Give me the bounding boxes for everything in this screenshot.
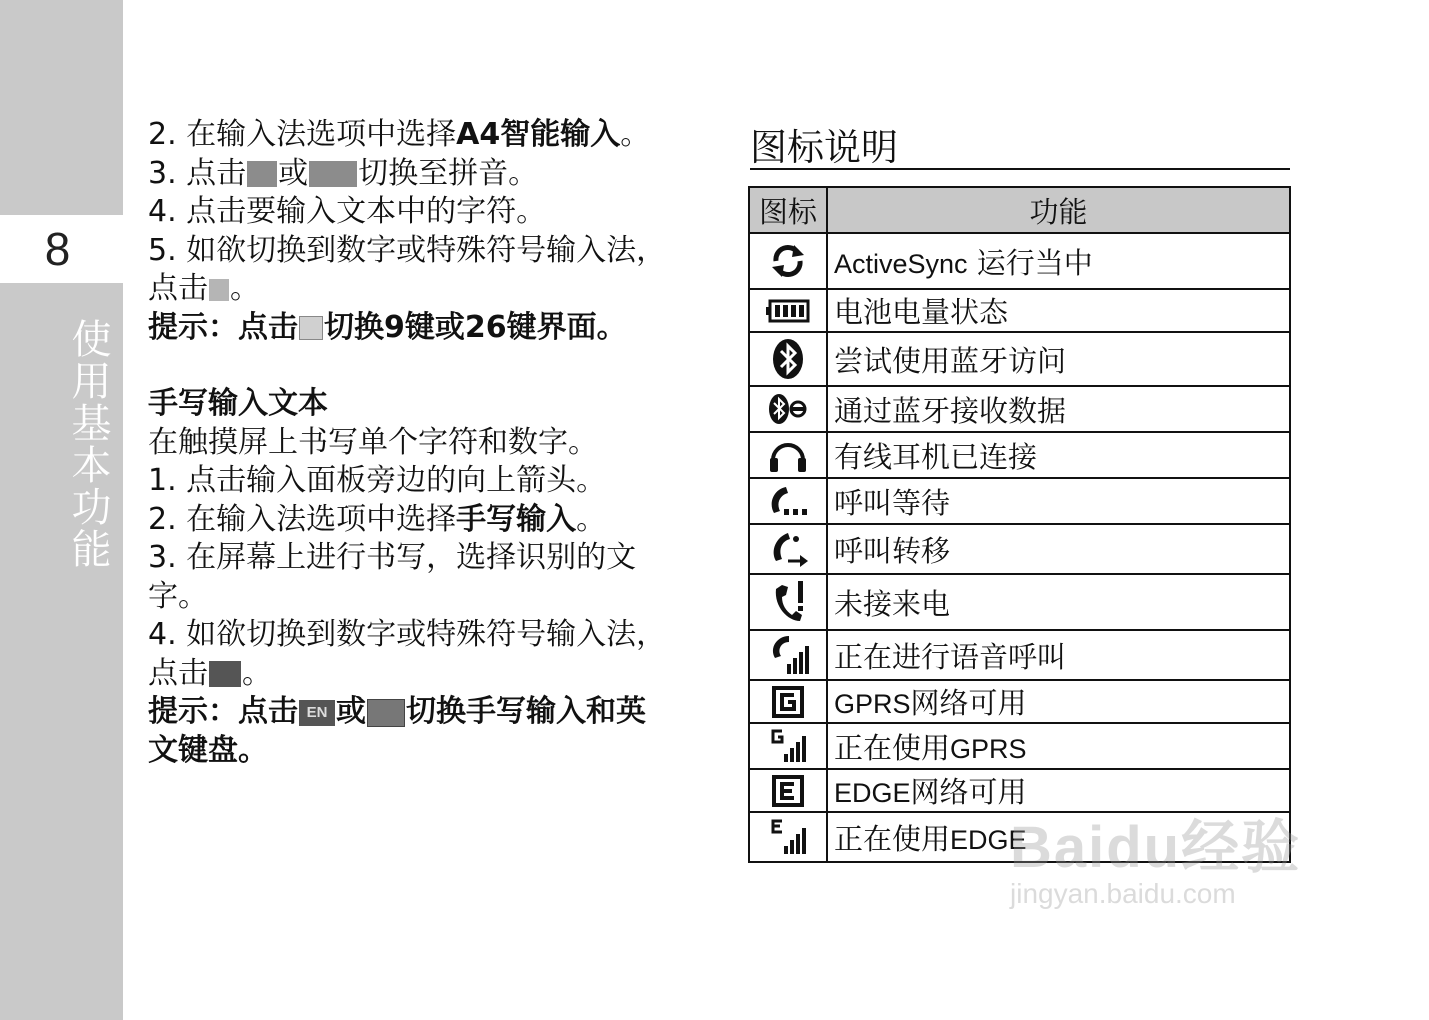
step-line: [148, 116, 708, 155]
text: 。: [230, 271, 260, 306]
function-label: ActiveSync 运行当中: [827, 233, 1290, 289]
table-row: [749, 289, 1290, 332]
text: 点击: [148, 271, 208, 306]
function-label: 尝试使用蓝牙访问: [827, 332, 1290, 386]
table-row: [749, 524, 1290, 574]
english-keyboard-icon: EN: [299, 700, 335, 726]
text: 提示：点击: [148, 694, 298, 729]
instructions-column: [148, 116, 708, 770]
table-header-row: [749, 187, 1290, 233]
bold-text: A4智能输入: [456, 117, 621, 152]
table-row: [749, 432, 1290, 478]
text: 点击: [148, 655, 208, 691]
chapter-title: 使用基本功能: [65, 318, 111, 570]
baidu-watermark: [1010, 800, 1301, 910]
column-header-icon: 图标: [749, 187, 827, 233]
function-label: 电池电量状态: [827, 289, 1290, 332]
step-line: [148, 501, 708, 540]
subheading: 手写输入文本: [148, 386, 328, 421]
table-row: [749, 630, 1290, 680]
function-label: 呼叫等待: [827, 478, 1290, 524]
step-line: [148, 155, 708, 194]
function-label: 正在使用EDGE: [827, 812, 1290, 862]
text: 3. 点击: [148, 155, 247, 191]
bold-text: 手写输入: [456, 501, 577, 537]
icon-legend-table: [748, 186, 1291, 863]
text: 切换9键或26键界面。: [324, 309, 627, 345]
activesync-icon: [749, 233, 827, 289]
pinyin-icon: [309, 161, 357, 187]
text: 或: [336, 694, 366, 729]
step-line: 1. 点击输入面板旁边的向上箭头。: [148, 463, 607, 498]
function-label: 正在进行语音呼叫: [827, 630, 1290, 680]
tip-line: [148, 693, 708, 732]
text: 。: [576, 501, 607, 537]
call-forward-icon: [749, 524, 827, 574]
step-line: [148, 270, 708, 309]
function-label: EDGE网络可用: [827, 769, 1290, 812]
watermark-logo: Baidu经验: [1010, 815, 1302, 880]
text: 提示：点击: [148, 309, 298, 345]
watermark-url: jingyan.baidu.com: [1010, 878, 1236, 909]
step-line: 字。: [148, 578, 208, 614]
text: 2. 在输入法选项中选择: [148, 501, 457, 537]
table-row: [749, 680, 1290, 723]
table-row: [749, 332, 1290, 386]
function-label: 有线耳机已连接: [827, 432, 1290, 478]
page-number: 8: [44, 223, 71, 275]
spacer: [148, 347, 708, 385]
text: 或: [278, 155, 309, 191]
step-line: [148, 655, 708, 694]
legend-heading: 图标说明: [750, 126, 1290, 170]
gprs-available-icon: [749, 680, 827, 723]
function-label: 通过蓝牙接收数据: [827, 386, 1290, 432]
handwriting-icon: [367, 699, 405, 727]
table-row: [749, 233, 1290, 289]
text: 2. 在输入法选项中选择: [148, 117, 457, 152]
text: 切换手写输入和英: [406, 694, 646, 729]
table-row: [749, 723, 1290, 769]
gprs-in-use-icon: [749, 723, 827, 769]
battery-icon: [749, 289, 827, 332]
call-waiting-icon: [749, 478, 827, 524]
symbol-key-icon: [209, 661, 241, 687]
chapter-sidebar: [0, 0, 123, 1020]
function-label: 正在使用GPRS: [827, 723, 1290, 769]
function-label: GPRS网络可用: [827, 680, 1290, 723]
edge-available-icon: [749, 769, 827, 812]
tip-line: [148, 309, 708, 348]
bluetooth-receive-icon: [749, 386, 827, 432]
tip-line: 文键盘。: [148, 732, 268, 768]
text: 。: [242, 655, 272, 691]
pinyin-toggle-icon: [247, 161, 277, 187]
table-row: [749, 478, 1290, 524]
missed-call-icon: [749, 574, 827, 630]
table-row: [749, 574, 1290, 630]
function-label: 呼叫转移: [827, 524, 1290, 574]
bluetooth-icon: [749, 332, 827, 386]
text: 切换至拼音。: [358, 155, 539, 191]
step-line: 3. 在屏幕上进行书写，选择识别的文: [148, 540, 637, 575]
paragraph: 在触摸屏上书写单个字符和数字。: [148, 424, 598, 460]
step-line: 5. 如欲切换到数字或特殊符号输入法，: [148, 232, 667, 268]
column-header-function: 功能: [827, 187, 1290, 233]
keyboard-layout-icon: [299, 316, 323, 340]
step-line: 4. 如欲切换到数字或特殊符号输入法，: [148, 617, 667, 652]
table-row: [749, 386, 1290, 432]
function-label: 未接来电: [827, 574, 1290, 630]
edge-in-use-icon: [749, 812, 827, 862]
headset-icon: [749, 432, 827, 478]
step-line: 4. 点击要输入文本中的字符。: [148, 194, 547, 229]
symbol-key-icon: [209, 279, 229, 301]
text: 。: [620, 117, 651, 152]
page-number-box: [0, 215, 123, 283]
voice-call-icon: [749, 630, 827, 680]
